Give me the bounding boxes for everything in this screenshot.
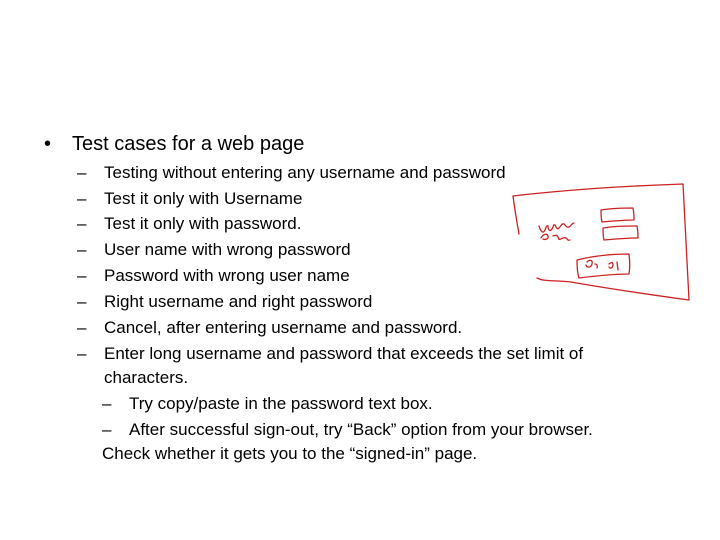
- list-item: [102, 419, 682, 465]
- dash-glyph: –: [77, 344, 87, 363]
- dash-glyph: –: [77, 163, 87, 182]
- dash-glyph: –: [77, 189, 87, 208]
- list-item-text: User name with wrong password: [104, 240, 351, 259]
- list-item-text: Right username and right password: [104, 292, 373, 311]
- dash-glyph: –: [77, 214, 87, 233]
- list-item-text: Cancel, after entering username and password.: [104, 318, 463, 337]
- dash-glyph: –: [102, 394, 112, 413]
- list-item: [102, 393, 682, 414]
- main-bullet: [44, 132, 304, 156]
- list-item-continuation: Check whether it gets you to the “signed-in” page.: [102, 444, 478, 463]
- list-item-text: Test it only with password.: [104, 214, 302, 233]
- list-item: [77, 317, 677, 338]
- bullet-glyph: •: [44, 133, 52, 155]
- list-item-text: After successful sign-out, try “Back” option from your browser.: [129, 420, 593, 439]
- dash-glyph: –: [77, 292, 87, 311]
- list-item-text: Test it only with Username: [104, 189, 303, 208]
- dash-glyph: –: [77, 240, 87, 259]
- list-item-text: Testing without entering any username and password: [104, 163, 506, 182]
- list-item-text: Password with wrong user name: [104, 266, 350, 285]
- login-form-sketch-icon: [505, 182, 690, 302]
- list-item-text: Try copy/paste in the password text box.: [129, 394, 433, 413]
- list-item: [77, 343, 687, 389]
- dash-glyph: –: [102, 420, 112, 439]
- list-item-continuation: characters.: [104, 368, 189, 387]
- main-bullet-text: Test cases for a web page: [72, 133, 305, 155]
- list-item: [77, 162, 677, 183]
- dash-glyph: –: [77, 318, 87, 337]
- list-item-text: Enter long username and password that exceeds the set limit of: [104, 344, 584, 363]
- dash-glyph: –: [77, 266, 87, 285]
